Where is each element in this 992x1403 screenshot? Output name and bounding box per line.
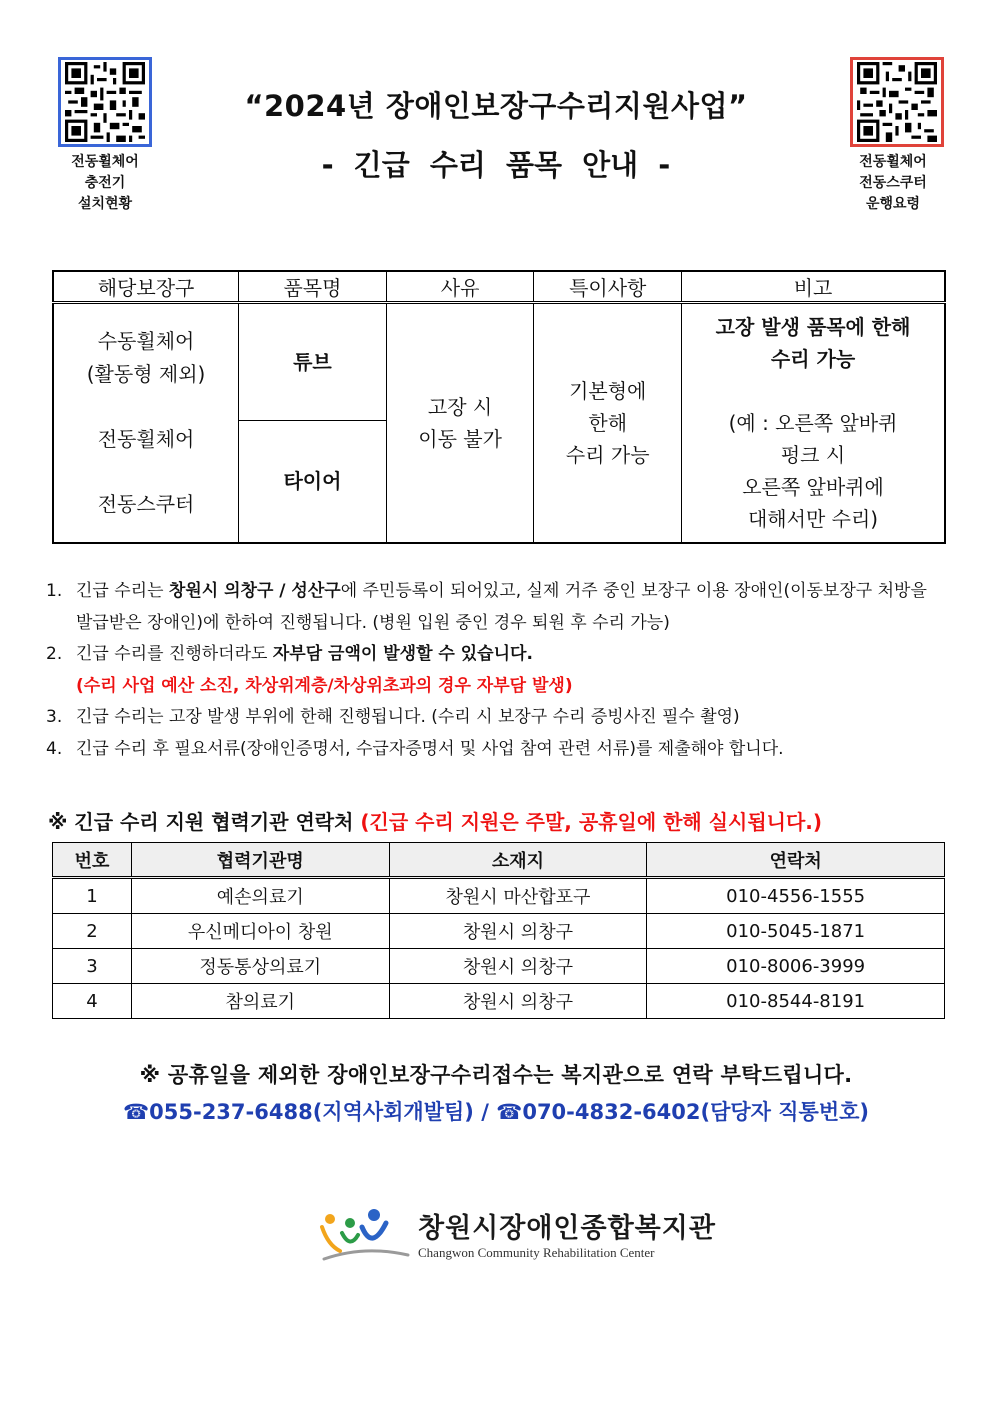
table-header-row: [53, 843, 945, 878]
notes-list: [46, 576, 946, 765]
item-tire: 타이어: [239, 421, 387, 543]
organization-logo: [318, 1205, 716, 1267]
phone-number[interactable]: 010-8544-8191: [647, 984, 945, 1019]
column-header: 품목명: [239, 271, 387, 303]
footer-phone-numbers[interactable]: ☎055-237-6488(지역사회개발팀) / ☎070-4832-6402(담당자 직통번호): [122, 1100, 870, 1124]
note-item: 2. 긴급 수리를 진행하더라도 자부담 금액이 발생할 수 있습니다.: [46, 644, 533, 664]
column-header: 번호: [53, 843, 132, 878]
qr-caption-left: 전동휠체어 충전기 설치현황: [71, 154, 139, 212]
column-header: 특이사항: [534, 271, 682, 303]
footer-notice: ※ 공휴일을 제외한 장애인보장구수리접수는 복지관으로 연락 부탁드립니다.: [139, 1063, 853, 1087]
column-header: 소재지: [389, 843, 647, 878]
organization-name-english: Changwon Community Rehabilitation Center: [418, 1245, 655, 1260]
table-row: 4 참의료기 창원시 의창구 010-8544-8191: [53, 984, 945, 1019]
table-row: 3 정동통상의료기 창원시 의창구 010-8006-3999: [53, 949, 945, 984]
repair-items-table: [52, 270, 946, 544]
reason-cell: 고장 시 이동 불가: [386, 303, 534, 543]
contacts-heading: ※ 긴급 수리 지원 협력기관 연락처 (긴급 수리 지원은 주말, 공휴일에 한해 실시됩니다.): [48, 810, 823, 834]
column-header: 비고: [682, 271, 945, 303]
remark-cell: 고장 발생 품목에 한해 수리 가능 (예 : 오른쪽 앞바퀴 펑크 시 오른쪽 앞바퀴에 대해서만 수리): [682, 303, 945, 543]
special-cell: 기본형에 한해 수리 가능: [534, 303, 682, 543]
column-header: 해당보장구: [53, 271, 239, 303]
qr-caption-right: 전동휠체어 전동스쿠터 운행요령: [859, 154, 927, 212]
note-item-warning: (수리 사업 예산 소진, 차상위계층/차상위초과의 경우 자부담 발생): [76, 675, 573, 696]
column-header: 협력기관명: [131, 843, 389, 878]
note-item: 3. 긴급 수리는 고장 발생 부위에 한해 진행됩니다. (수리 시 보장구 수리 증빙사진 필수 촬영): [46, 707, 740, 727]
note-item: 1. 긴급 수리는 창원시 의창구 / 성산구에 주민등록이 되어있고, 실제 거주 중인 보장구 이용 장애인(이동보장구 처방을 발급받은 장애인)에 한하여 진행됩니다. (병원 입원 중인 경우 퇴원 후 수리 가능): [46, 581, 927, 633]
column-header: 사유: [386, 271, 534, 303]
device-cell: 수동휠체어 (활동형 제외) 전동휠체어 전동스쿠터: [53, 303, 239, 543]
partner-contacts-table: [52, 842, 945, 1019]
page-title: “2024년 장애인보장구수리지원사업”: [244, 89, 748, 123]
column-header: 연락처: [647, 843, 945, 878]
logo-mark-icon: [318, 1205, 414, 1267]
organization-name: 창원시장애인종합복지관: [418, 1213, 716, 1244]
phone-number[interactable]: 010-4556-1555: [647, 878, 945, 914]
table-header-row: [53, 271, 945, 303]
table-row: 1 예손의료기 창원시 마산합포구 010-4556-1555: [53, 878, 945, 914]
item-tube: 튜브: [239, 303, 387, 421]
phone-number[interactable]: 010-8006-3999: [647, 949, 945, 984]
phone-number[interactable]: 010-5045-1871: [647, 914, 945, 949]
note-item: 4. 긴급 수리 후 필요서류(장애인증명서, 수급자증명서 및 사업 참여 관련 서류)를 제출해야 합니다.: [46, 738, 784, 759]
table-row: 2 우신메디아이 창원 창원시 의창구 010-5045-1871: [53, 914, 945, 949]
page-subtitle: - 긴급 수리 품목 안내 -: [321, 148, 671, 182]
table-row: [53, 303, 945, 421]
